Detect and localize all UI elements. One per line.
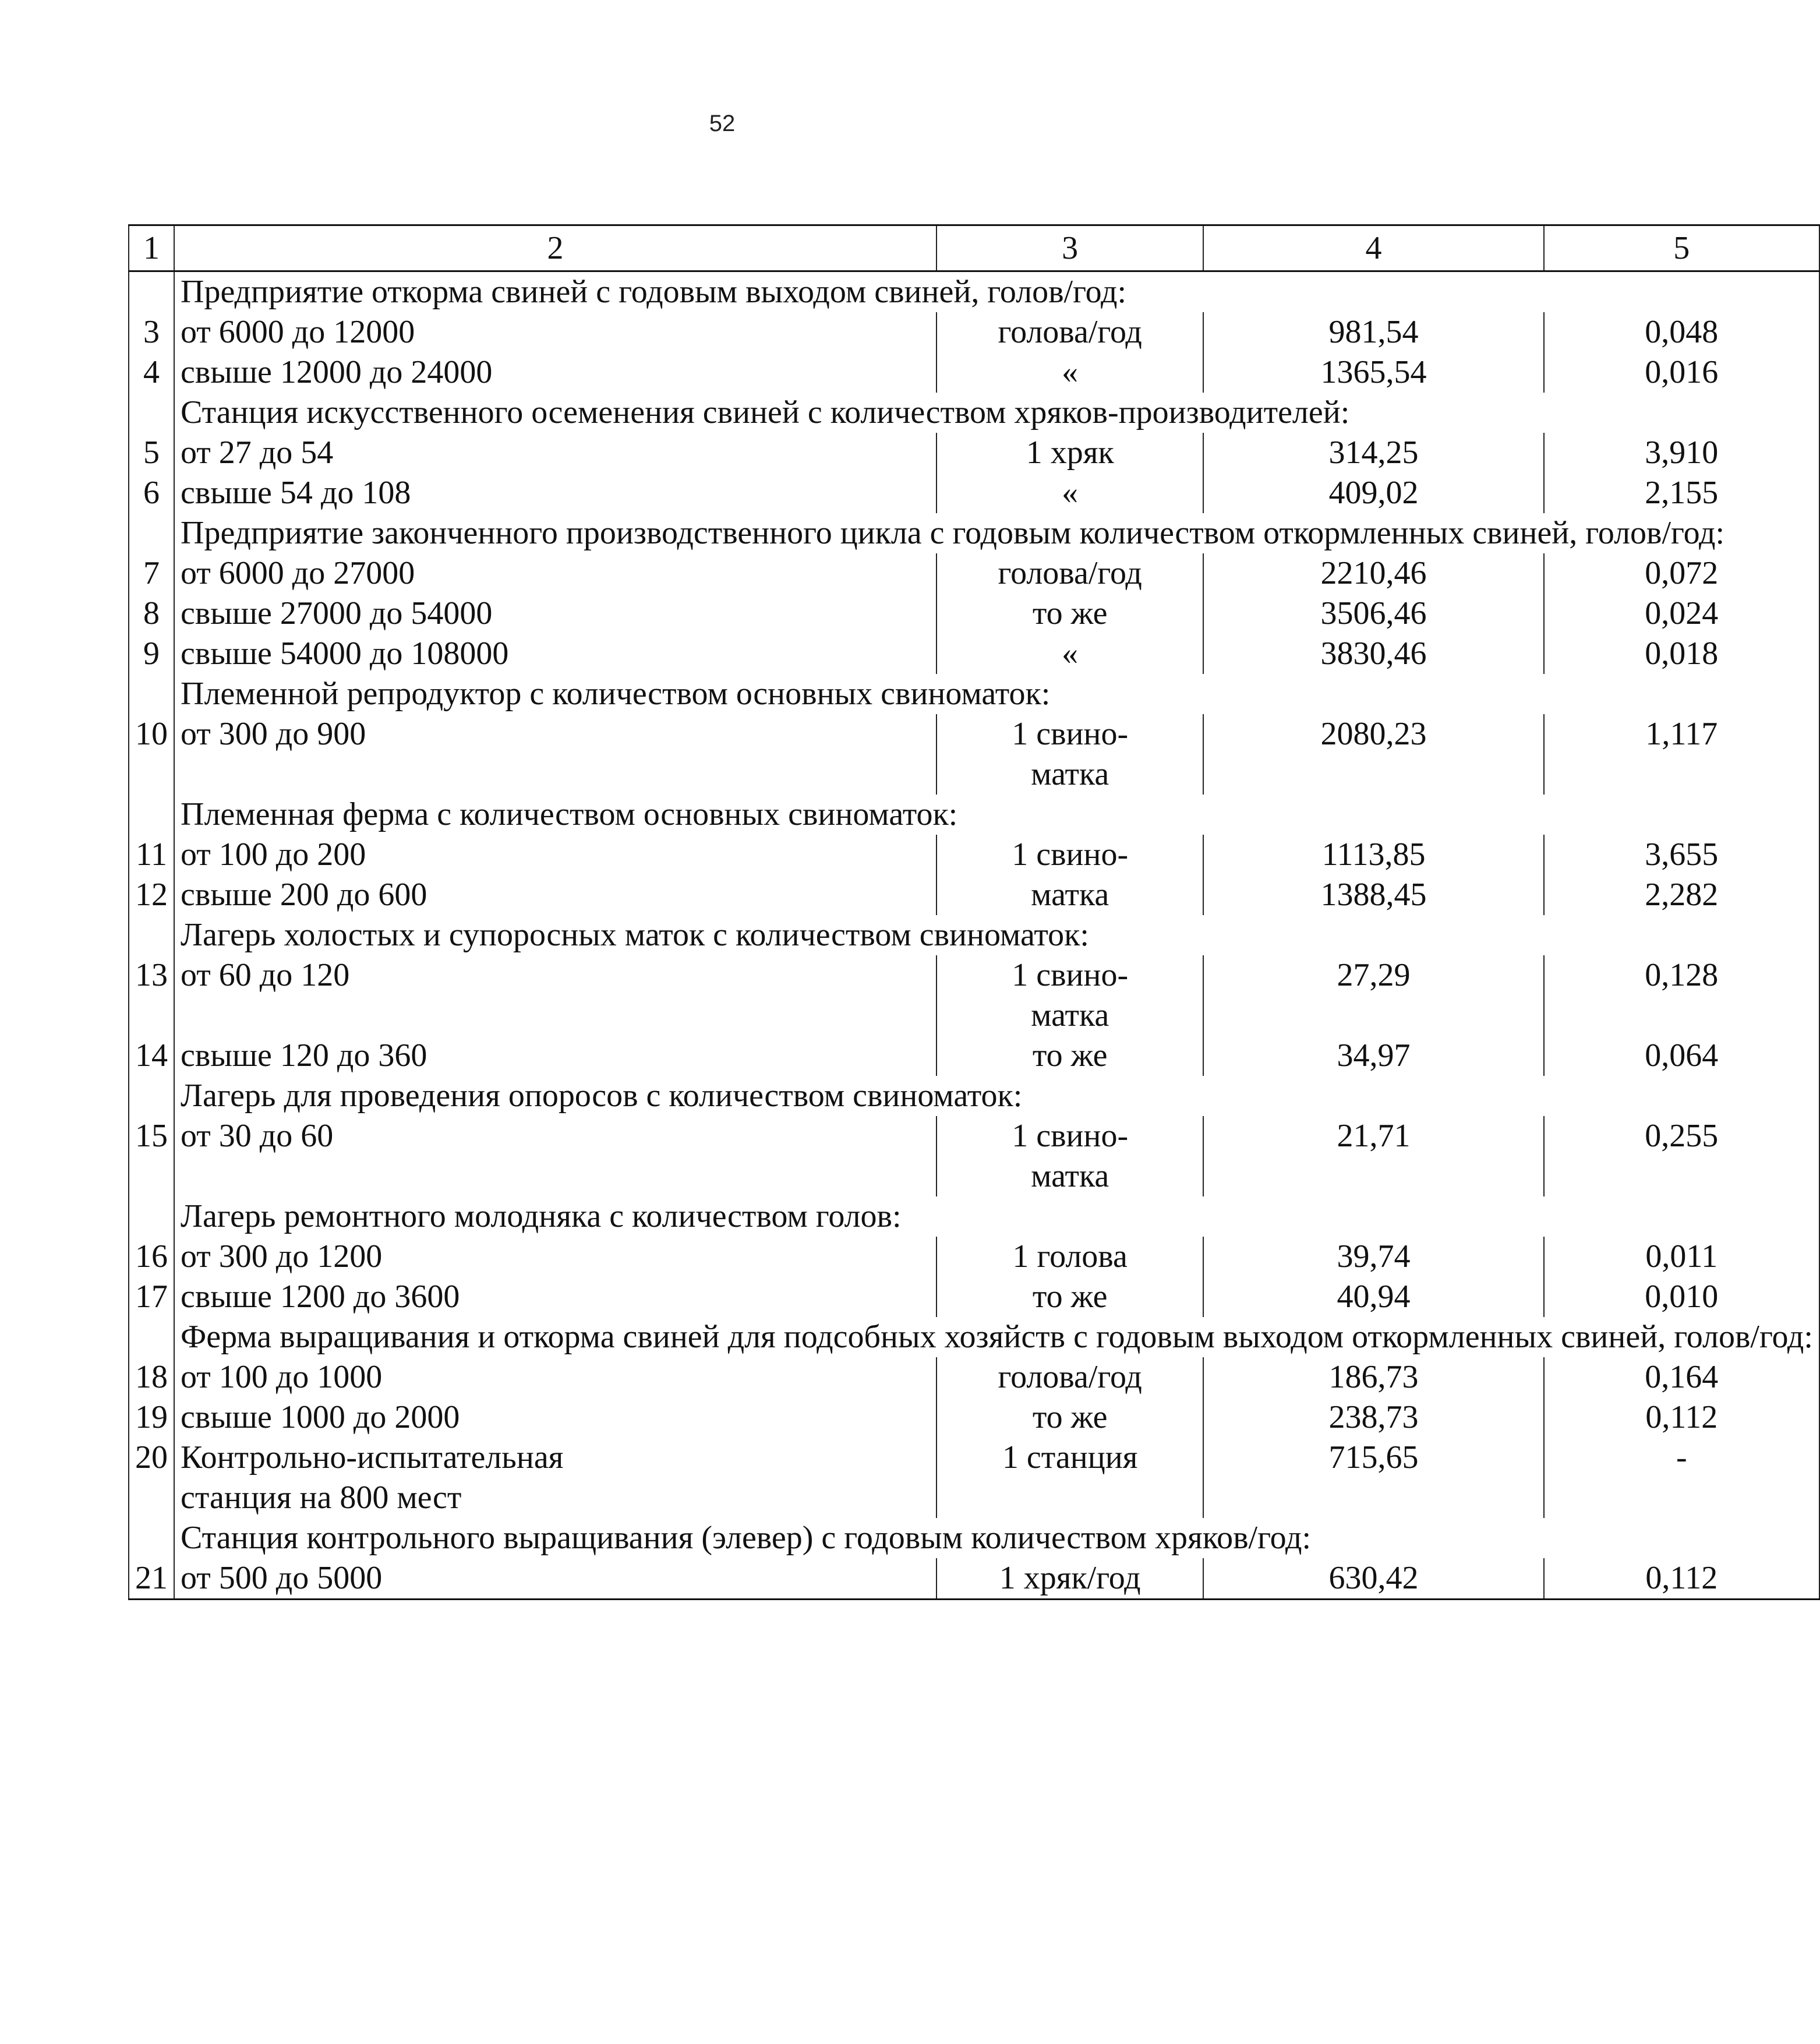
row-number-cell: 4 [129,352,174,393]
row-number-cell: 6 [129,473,174,513]
value-cell-col4: 27,29 [1203,955,1543,1036]
table-row [129,1237,1819,1277]
value-cell-col4: 715,65 [1203,1438,1543,1518]
row-number-cell: 9 [129,634,174,674]
value-cell-col4: 186,73 [1203,1357,1543,1397]
unit-cell [936,955,1203,1036]
description-cell [174,634,936,674]
value-cell-col4: 1113,85 [1203,835,1543,875]
category-title: Лагерь для проведения опоросов с количеством свиноматок: [174,1076,1819,1116]
description-cell [174,594,936,634]
table-row [129,312,1819,352]
description-text: свыше 1200 до 3600 [181,1279,460,1315]
table-header-row [129,225,1819,271]
category-row [129,674,1819,714]
description-cell [174,1036,936,1076]
row-number-cell: 7 [129,553,174,594]
description-text: от 6000 до 12000 [181,314,415,350]
category-title: Лагерь ремонтного молодняка с количеством голов: [174,1196,1819,1237]
description-text: свыше 1000 до 2000 [181,1399,460,1435]
description-cell [174,1116,936,1196]
value-cell-col5: 0,048 [1544,312,1819,352]
value-cell-col4: 2210,46 [1203,553,1543,594]
unit-cell [936,634,1203,674]
unit-cell [936,433,1203,473]
row-number-cell: 12 [129,875,174,915]
unit-cell [936,714,1203,795]
description-text: от 100 до 1000 [181,1359,383,1395]
description-text: Контрольно-испытательная [181,1439,564,1475]
description-text: свыше 54000 до 108000 [181,636,509,672]
category-row [129,1518,1819,1558]
value-cell-col5: 0,128 [1544,955,1819,1036]
table-row [129,473,1819,513]
unit-text: 1 свино- [1012,1118,1129,1154]
value-cell-col4: 39,74 [1203,1237,1543,1277]
unit-text: 1 свино- [1012,716,1129,752]
value-cell-col5: 0,024 [1544,594,1819,634]
header-cell: 5 [1544,225,1819,271]
description-cell [174,1237,936,1277]
description-cell [174,1357,936,1397]
row-number-cell [129,915,174,955]
unit-text: голова/год [998,1359,1142,1395]
category-title: Предприятие откорма свиней с годовым выходом свиней, голов/год: [174,271,1819,313]
table-row [129,352,1819,393]
description-text: станция на 800 мест [181,1480,462,1516]
description-text: от 300 до 1200 [181,1238,383,1275]
table-row [129,1357,1819,1397]
value-cell-col4: 2080,23 [1203,714,1543,795]
unit-text: то же [1032,1037,1108,1074]
unit-cell [936,1237,1203,1277]
value-cell-col4: 238,73 [1203,1397,1543,1438]
row-number-cell [129,1076,174,1116]
value-cell-col4: 3830,46 [1203,634,1543,674]
description-text: свыше 54 до 108 [181,475,411,511]
value-cell-col5: 0,011 [1544,1237,1819,1277]
rates-table [128,224,1820,1600]
unit-text: 1 голова [1012,1238,1128,1275]
category-title: Предприятие законченного производственного цикла с годовым количеством откормленных свиней, голов/год: [174,513,1819,553]
row-number-cell [129,271,174,313]
unit-text: матка [1031,756,1109,792]
unit-text: то же [1032,1279,1108,1315]
description-cell [174,433,936,473]
value-cell-col4: 630,42 [1203,1558,1543,1600]
category-title: Станция искусственного осеменения свиней с количеством хряков-производителей: [174,393,1819,433]
table-row [129,1558,1819,1600]
value-cell-col5: 0,064 [1544,1036,1819,1076]
row-number-cell: 8 [129,594,174,634]
unit-text: то же [1032,1399,1108,1435]
row-number-cell: 15 [129,1116,174,1196]
unit-cell [936,1438,1203,1518]
unit-cell [936,1277,1203,1317]
category-title: Племенная ферма с количеством основных свиноматок: [174,795,1819,835]
unit-cell [936,1397,1203,1438]
table-row [129,1438,1819,1518]
table-row [129,594,1819,634]
category-row [129,513,1819,553]
row-number-cell: 14 [129,1036,174,1076]
value-cell-col5: 0,072 [1544,553,1819,594]
value-cell-col5: 0,112 [1544,1558,1819,1600]
value-cell-col4: 3506,46 [1203,594,1543,634]
row-number-cell: 19 [129,1397,174,1438]
table-row [129,1116,1819,1196]
unit-text: то же [1032,595,1108,631]
category-title: Станция контрольного выращивания (элевер) с годовым количеством хряков/год: [174,1518,1819,1558]
unit-text: матка [1031,997,1109,1033]
table-row [129,553,1819,594]
description-text: от 60 до 120 [181,957,350,993]
unit-text: 1 станция [1002,1439,1138,1475]
row-number-cell: 13 [129,955,174,1036]
value-cell-col5: 1,117 [1544,714,1819,795]
header-cell: 3 [936,225,1203,271]
category-row [129,1317,1819,1357]
description-text: от 30 до 60 [181,1118,334,1154]
description-cell [174,352,936,393]
value-cell-col5: 3,655 [1544,835,1819,875]
category-row [129,393,1819,433]
description-cell [174,473,936,513]
value-cell-col5: 0,112 [1544,1397,1819,1438]
value-cell-col5: 0,255 [1544,1116,1819,1196]
header-cell: 4 [1203,225,1543,271]
description-cell [174,714,936,795]
value-cell-col5: 3,910 [1544,433,1819,473]
description-text: свыше 27000 до 54000 [181,595,493,631]
unit-text: « [1062,636,1079,672]
unit-text: « [1062,354,1079,390]
unit-cell [936,312,1203,352]
category-title: Лагерь холостых и супоросных маток с количеством свиноматок: [174,915,1819,955]
row-number-cell: 21 [129,1558,174,1600]
unit-cell [936,352,1203,393]
page-number: 52 [709,111,736,136]
table-row [129,955,1819,1036]
row-number-cell [129,1196,174,1237]
category-row [129,271,1819,313]
description-cell [174,835,936,875]
value-cell-col5: - [1544,1438,1819,1518]
table-row [129,835,1819,875]
unit-cell [936,835,1203,875]
row-number-cell [129,1518,174,1558]
unit-cell [936,875,1203,915]
unit-text: матка [1031,1158,1109,1194]
unit-cell [936,473,1203,513]
table-row [129,1036,1819,1076]
description-cell [174,1397,936,1438]
description-text: свыше 200 до 600 [181,877,427,913]
row-number-cell: 17 [129,1277,174,1317]
header-cell: 2 [174,225,936,271]
row-number-cell: 11 [129,835,174,875]
description-cell [174,312,936,352]
row-number-cell: 18 [129,1357,174,1397]
row-number-cell [129,795,174,835]
value-cell-col5: 2,155 [1544,473,1819,513]
description-text: от 500 до 5000 [181,1560,383,1596]
unit-text: голова/год [998,555,1142,591]
row-number-cell [129,674,174,714]
table-row [129,1397,1819,1438]
unit-text: 1 свино- [1012,836,1129,873]
description-cell [174,875,936,915]
row-number-cell: 5 [129,433,174,473]
value-cell-col4: 34,97 [1203,1036,1543,1076]
value-cell-col4: 40,94 [1203,1277,1543,1317]
value-cell-col4: 314,25 [1203,433,1543,473]
value-cell-col5: 0,164 [1544,1357,1819,1397]
category-row [129,915,1819,955]
description-text: от 27 до 54 [181,435,334,471]
description-cell [174,1277,936,1317]
table-row [129,714,1819,795]
unit-text: голова/год [998,314,1142,350]
description-text: свыше 120 до 360 [181,1037,427,1074]
category-row [129,795,1819,835]
value-cell-col4: 1365,54 [1203,352,1543,393]
unit-cell [936,1357,1203,1397]
description-text: от 300 до 900 [181,716,366,752]
value-cell-col5: 0,016 [1544,352,1819,393]
description-cell [174,1558,936,1600]
description-text: от 100 до 200 [181,836,366,873]
unit-cell [936,1116,1203,1196]
unit-text: « [1062,475,1079,511]
description-cell [174,955,936,1036]
description-cell [174,1438,936,1518]
row-number-cell [129,1317,174,1357]
table-row [129,634,1819,674]
row-number-cell: 20 [129,1438,174,1518]
value-cell-col4: 981,54 [1203,312,1543,352]
value-cell-col4: 1388,45 [1203,875,1543,915]
description-cell [174,553,936,594]
category-title: Племенной репродуктор с количеством основных свиноматок: [174,674,1819,714]
row-number-cell: 3 [129,312,174,352]
category-row [129,1076,1819,1116]
description-text: от 6000 до 27000 [181,555,415,591]
table-row [129,433,1819,473]
unit-cell [936,1558,1203,1600]
description-text: свыше 12000 до 24000 [181,354,493,390]
value-cell-col5: 0,010 [1544,1277,1819,1317]
value-cell-col4: 21,71 [1203,1116,1543,1196]
unit-text: 1 хряк/год [999,1560,1141,1596]
row-number-cell [129,393,174,433]
unit-cell [936,553,1203,594]
value-cell-col4: 409,02 [1203,473,1543,513]
unit-cell [936,594,1203,634]
row-number-cell [129,513,174,553]
header-cell: 1 [129,225,174,271]
table-row [129,1277,1819,1317]
value-cell-col5: 2,282 [1544,875,1819,915]
table-row [129,875,1819,915]
unit-cell [936,1036,1203,1076]
row-number-cell: 10 [129,714,174,795]
value-cell-col5: 0,018 [1544,634,1819,674]
unit-text: матка [1031,877,1109,913]
category-title: Ферма выращивания и откорма свиней для подсобных хозяйств с годовым выходом откормленных свиней, голов/год: [174,1317,1819,1357]
unit-text: 1 хряк [1026,435,1114,471]
category-row [129,1196,1819,1237]
unit-text: 1 свино- [1012,957,1129,993]
row-number-cell: 16 [129,1237,174,1277]
